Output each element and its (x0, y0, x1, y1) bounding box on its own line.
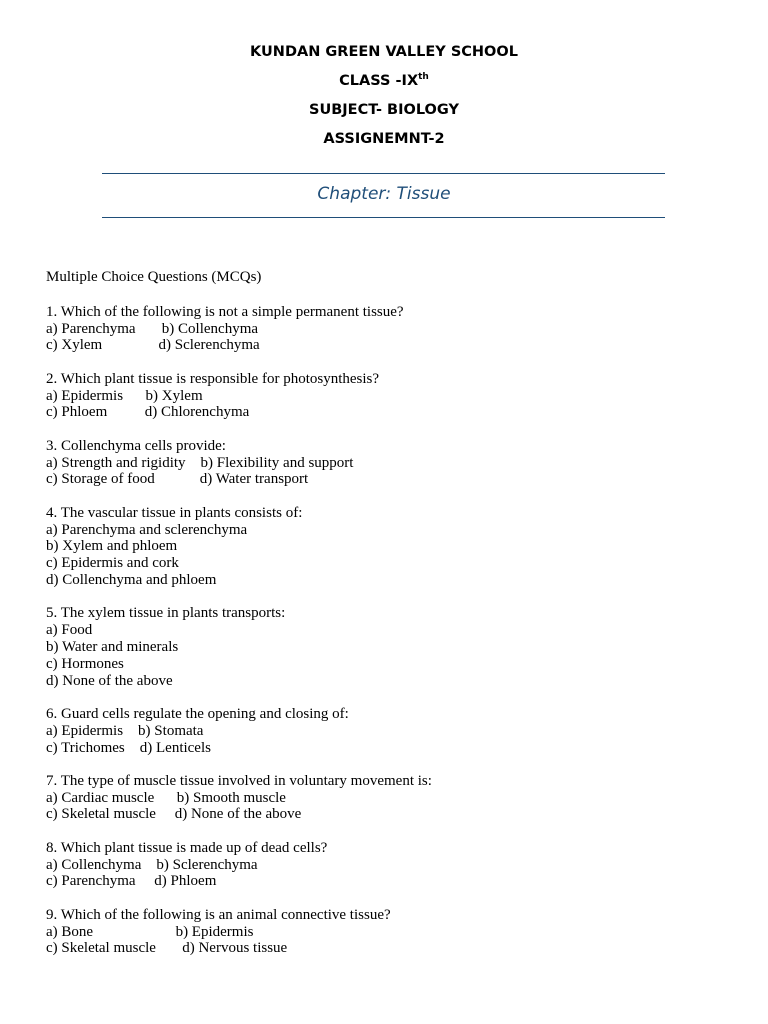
answer-options: c) Hormones (46, 655, 124, 672)
question-text: 4. The vascular tissue in plants consists of: (46, 504, 303, 521)
answer-options: c) Skeletal muscle d) Nervous tissue (46, 940, 288, 957)
question-item (46, 438, 746, 488)
answer-options: c) Epidermis and cork (46, 555, 179, 572)
class-superscript: th (418, 72, 429, 82)
section-heading: Multiple Choice Questions (MCQs) (46, 269, 262, 285)
question-item (46, 773, 746, 823)
answer-options: c) Trichomes d) Lenticels (46, 739, 211, 756)
answer-options: a) Food (46, 622, 93, 639)
class-line (0, 70, 768, 99)
question-item (46, 605, 746, 689)
answer-options: a) Bone b) Epidermis (46, 923, 254, 940)
answer-options: d) None of the above (46, 672, 173, 689)
answer-options: b) Water and minerals (46, 638, 179, 655)
question-text: 2. Which plant tissue is responsible for photosynthesis? (46, 370, 380, 387)
question-item (46, 505, 746, 589)
answer-options: a) Parenchyma b) Collenchyma (46, 320, 259, 337)
question-item (46, 304, 746, 354)
subject-line: SUBJECT- BIOLOGY (309, 102, 459, 118)
answer-options: a) Parenchyma and sclerenchyma (46, 521, 248, 538)
question-item (46, 840, 746, 890)
question-text: 8. Which plant tissue is made up of dead cells? (46, 839, 328, 856)
question-text: 6. Guard cells regulate the opening and closing of: (46, 705, 349, 722)
answer-options: a) Strength and rigidity b) Flexibility and support (46, 454, 354, 471)
answer-options: c) Xylem d) Sclerenchyma (46, 337, 260, 354)
answer-options: c) Storage of food d) Water transport (46, 471, 309, 488)
chapter-title: Chapter: Tissue (317, 184, 451, 204)
answer-options: a) Epidermis b) Xylem (46, 387, 203, 404)
assignment-title: ASSIGNEMNT-2 (323, 131, 445, 147)
answer-options: c) Parenchyma d) Phloem (46, 873, 217, 890)
answer-options: d) Collenchyma and phloem (46, 571, 217, 588)
answer-options: a) Epidermis b) Stomata (46, 722, 204, 739)
class-label: CLASS -IX (339, 73, 419, 89)
question-text: 3. Collenchyma cells provide: (46, 437, 226, 454)
answer-options: c) Phloem d) Chlorenchyma (46, 404, 250, 421)
question-list (46, 304, 746, 957)
question-item (46, 706, 746, 756)
school-name: KUNDAN GREEN VALLEY SCHOOL (250, 44, 518, 60)
answer-options: c) Skeletal muscle d) None of the above (46, 806, 302, 823)
question-text: 7. The type of muscle tissue involved in voluntary movement is: (46, 772, 432, 789)
question-text: 1. Which of the following is not a simple permanent tissue? (46, 303, 404, 320)
question-text: 5. The xylem tissue in plants transports: (46, 605, 286, 622)
document-header (0, 41, 768, 157)
answer-options: b) Xylem and phloem (46, 538, 178, 555)
answer-options: a) Collenchyma b) Sclerenchyma (46, 856, 258, 873)
bottom-divider (102, 217, 665, 218)
question-item (46, 371, 746, 421)
answer-options: a) Cardiac muscle b) Smooth muscle (46, 789, 286, 806)
question-text: 9. Which of the following is an animal connective tissue? (46, 906, 391, 923)
top-divider (102, 173, 665, 174)
question-item (46, 907, 746, 957)
question-section (46, 269, 746, 974)
